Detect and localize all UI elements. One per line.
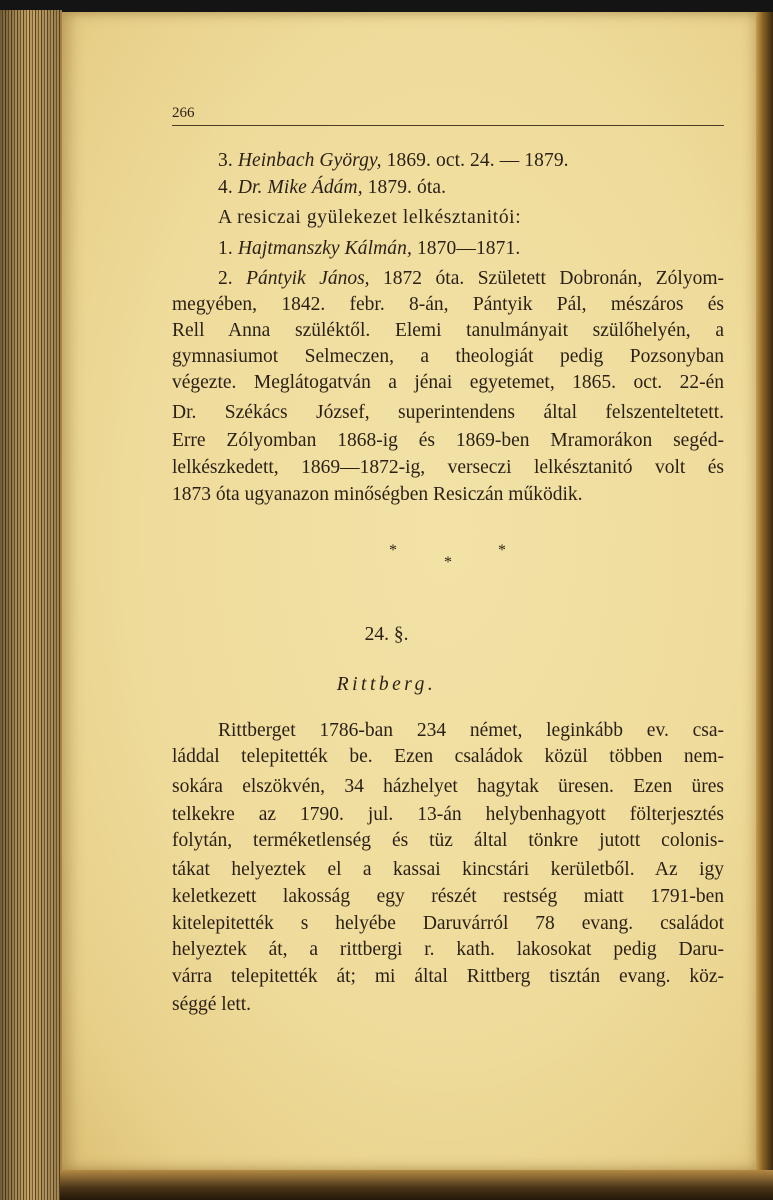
line-text: 1872 óta. Született Dobronán, Zólyom- bbox=[369, 268, 725, 289]
text-line: láddal telepitették be. Ezen családok közül többen nem- bbox=[172, 746, 724, 767]
separator-asterisk: * bbox=[498, 542, 506, 559]
text-line: Dr. Székács József, superintendens által felszenteltetett. bbox=[172, 402, 724, 423]
text-line: sokára elszökvén, 34 házhelyet hagytak üresen. Ezen üres bbox=[172, 776, 724, 797]
text-line: megyében, 1842. febr. 8-án, Pántyik Pál, mészáros és bbox=[172, 294, 724, 315]
item-dates: 1879. óta. bbox=[362, 177, 447, 198]
text-line: Erre Zólyomban 1868-ig és 1869-ben Mramorákon segéd- bbox=[172, 430, 724, 451]
text-line: 1873 óta ugyanazon minőségben Resiczán működik. bbox=[172, 484, 583, 505]
text-line: végezte. Meglátogatván a jénai egyetemet, 1865. oct. 22-én bbox=[172, 372, 724, 393]
item-number: 1. bbox=[218, 238, 233, 259]
text-line: Rell Anna szüléktől. Elemi tanulmányait szülőhelyén, a bbox=[172, 320, 724, 341]
text-line: lelkészkedett, 1869—1872-ig, verseczi lelkésztanitó volt és bbox=[172, 457, 724, 478]
book-right-edge bbox=[756, 12, 773, 1200]
text-line: gymnasiumot Selmeczen, a theologiát pedig Pozsonyban bbox=[172, 346, 724, 367]
list-item bbox=[218, 175, 446, 201]
header-rule bbox=[172, 125, 724, 126]
person-name: Heinbach György, bbox=[237, 150, 382, 171]
item-number: 2. bbox=[218, 268, 233, 289]
book-bottom-edge bbox=[60, 1170, 773, 1200]
text-line: séggé lett. bbox=[172, 994, 252, 1015]
list-item bbox=[218, 148, 569, 174]
separator-asterisk: * bbox=[444, 554, 452, 571]
item-number: 3. bbox=[218, 150, 233, 171]
item-dates: 1869. oct. 24. — 1879. bbox=[381, 150, 569, 171]
text-line: várra telepitették át; mi által Rittberg tisztán evang. köz- bbox=[172, 966, 724, 987]
person-name: Pántyik János, bbox=[246, 268, 370, 289]
page-edges-shadow bbox=[0, 10, 62, 1200]
text-line: tákat helyeztek el a kassai kincstári kerületből. Az igy bbox=[172, 859, 724, 880]
list-item bbox=[218, 236, 520, 262]
text-line: telkekre az 1790. jul. 13-án helybenhagyott fölterjesztés bbox=[172, 804, 724, 825]
text-line: helyeztek át, a rittbergi r. kath. lakosokat pedig Daru- bbox=[172, 939, 724, 960]
person-name: Hajtmanszky Kálmán, bbox=[237, 238, 412, 259]
text-line: folytán, terméketlenség és tüz által tönkre jutott colonis- bbox=[172, 830, 724, 851]
section-number: 24. §. bbox=[364, 624, 409, 645]
separator-asterisk: * bbox=[389, 542, 397, 559]
person-name: Dr. Mike Ádám, bbox=[237, 177, 363, 198]
section-title: Rittberg. bbox=[336, 674, 437, 695]
text-line: kitelepitették s helyébe Daruvárról 78 evang. családot bbox=[172, 913, 724, 934]
biography-first-line bbox=[218, 266, 724, 292]
page-number: 266 bbox=[172, 105, 195, 121]
item-number: 4. bbox=[218, 177, 233, 198]
text-line: keletkezett lakosság egy részét restség miatt 1791-ben bbox=[172, 886, 724, 907]
item-dates: 1870—1871. bbox=[411, 238, 521, 259]
text-line: Rittberget 1786-ban 234 német, leginkább ev. csa- bbox=[218, 720, 724, 741]
subheading: A resiczai gyülekezet lelkésztanitói: bbox=[218, 207, 522, 228]
